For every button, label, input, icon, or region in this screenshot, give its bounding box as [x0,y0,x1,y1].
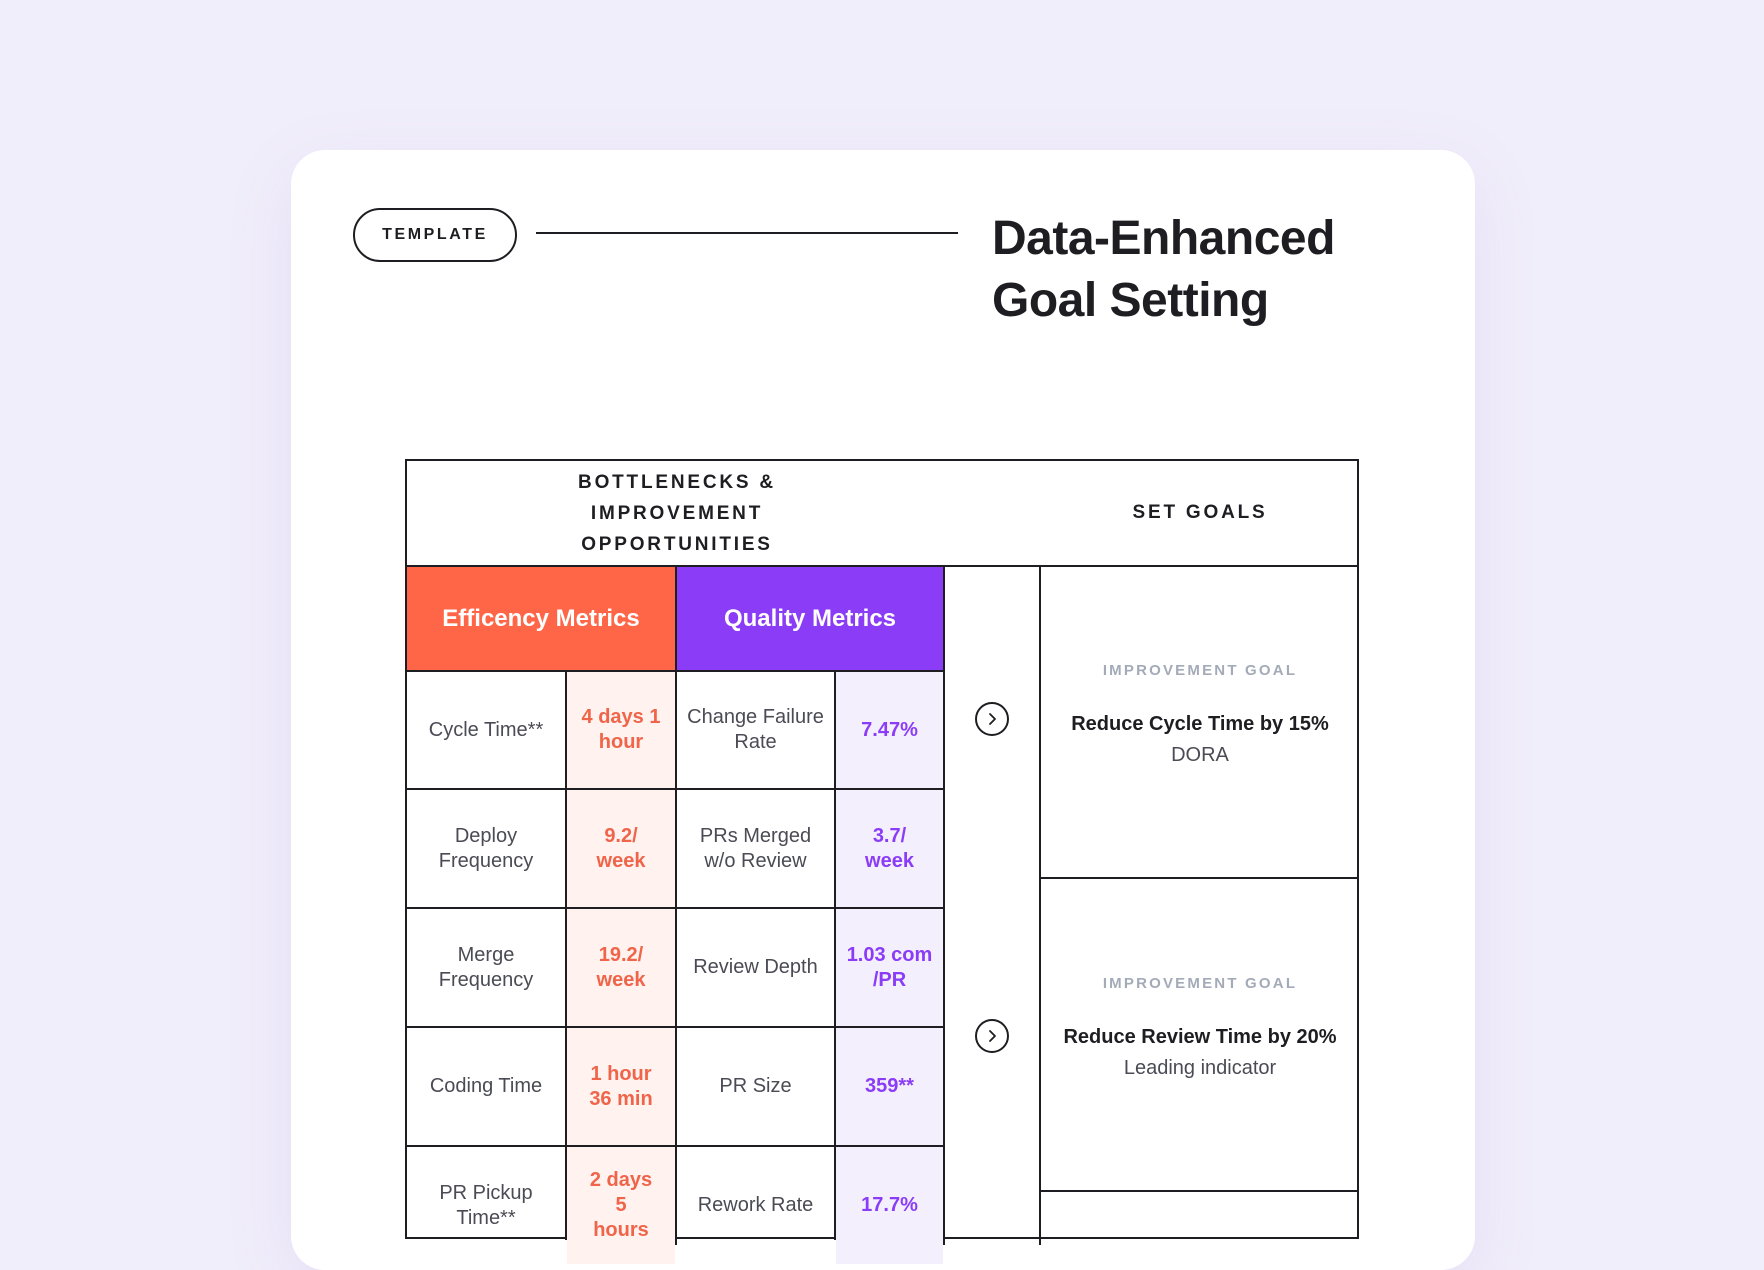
bottlenecks-header [407,461,947,565]
page-title [992,208,1422,332]
metric-value-deploy-frequency: 9.2/ week [567,790,675,907]
quality-metrics-header: Quality Metrics [677,567,943,670]
template-badge: TEMPLATE [353,208,517,262]
header-divider [536,232,958,234]
metric-label-cycle-time: Cycle Time** [428,718,544,741]
set-goals-header: SET GOALS [1132,502,1268,523]
goal-subtext: DORA [1171,744,1229,766]
efficiency-metrics-header: Efficency Metrics [407,567,675,670]
goal-label: IMPROVEMENT GOAL [1102,975,1298,992]
col-line-metrics-arrows [943,565,945,1245]
metric-value-review-depth: 1.03 com /PR [836,909,943,1026]
goal-row-line [1041,877,1359,879]
goal-row-line [1041,1190,1359,1192]
chevron-right-icon [985,712,999,726]
improvement-goal-2 [1041,975,1359,1080]
goal-setting-table [405,459,1359,1239]
page-title-line1: Data-Enhanced [992,212,1335,265]
metric-label-deploy-frequency: Deploy Frequency [438,824,534,872]
bottlenecks-header-text: BOTTLENECKS & IMPROVEMENT OPPORTUNITIES [578,471,776,555]
chevron-right-circle-icon[interactable] [975,1019,1009,1053]
metric-value-cycle-time: 4 days 1 hour [567,672,675,788]
metric-value-change-failure-rate: 7.47% [836,672,943,788]
metric-label-pr-size: PR Size [719,1075,792,1097]
metric-label-coding-time: Coding Time [429,1075,543,1097]
metric-label-pr-pickup-time: PR Pickup Time** [439,1181,533,1229]
metric-label-prs-merged-without-review: PRs Merged w/o Review [699,824,812,872]
metric-value-coding-time: 1 hour 36 min [567,1028,675,1145]
metric-value-rework-rate: 17.7% [836,1147,943,1264]
metric-value-pr-size: 359** [836,1028,943,1145]
goal-text: Reduce Cycle Time by 15% [1071,713,1329,735]
metric-label-rework-rate: Rework Rate [697,1194,814,1216]
goal-label: IMPROVEMENT GOAL [1102,662,1298,679]
metric-label-review-depth: Review Depth [693,956,818,978]
metric-value-prs-merged-without-review: 3.7/ week [836,790,943,907]
goal-text: Reduce Review Time by 20% [1063,1026,1337,1048]
metric-value-pr-pickup-time: 2 days 5 hours [567,1147,675,1264]
metric-label-merge-frequency: Merge Frequency [438,943,534,991]
chevron-right-circle-icon[interactable] [975,702,1009,736]
goal-subtext: Leading indicator [1123,1057,1277,1079]
improvement-goal-1 [1041,662,1359,767]
page-title-line2: Goal Setting [992,274,1269,327]
chevron-right-icon [985,1029,999,1043]
metric-value-merge-frequency: 19.2/ week [567,909,675,1026]
metric-label-change-failure-rate: Change Failure Rate [687,706,824,753]
